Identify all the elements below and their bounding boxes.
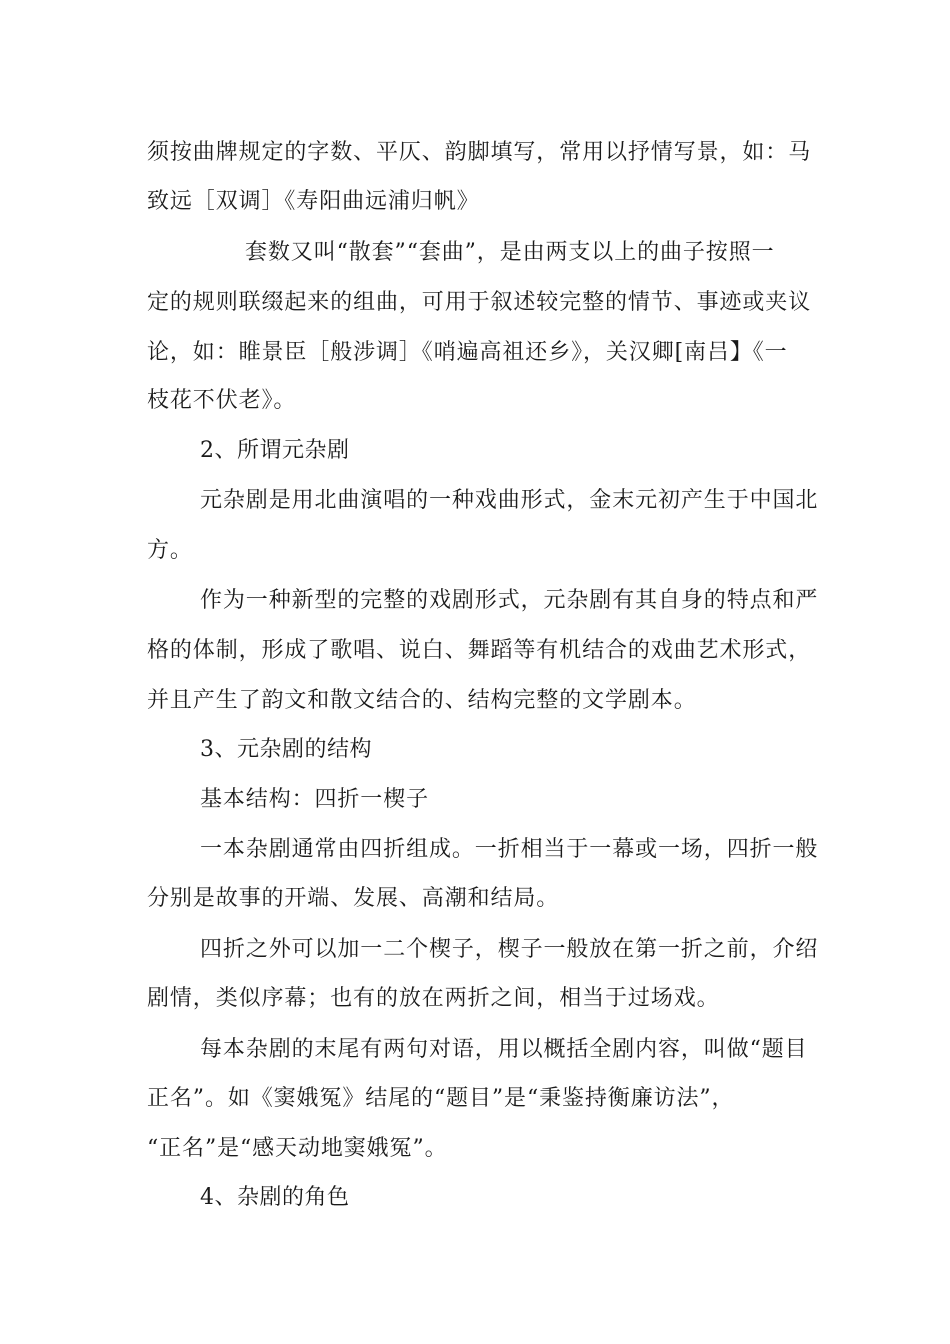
paragraph-line: 作为一种新型的完整的戏剧形式，元杂剧有其自身的特点和严 bbox=[200, 588, 819, 613]
paragraph-line: 四折之外可以加一二个楔子，楔子一般放在第一折之前，介绍 bbox=[200, 937, 819, 962]
section-heading: 2、所谓元杂剧 bbox=[200, 438, 350, 463]
paragraph-line: 正名”。如《窦娥冤》结尾的“题目”是“秉鉴持衡廉访法”， bbox=[147, 1086, 735, 1111]
paragraph-line: 每本杂剧的末尾有两句对语，用以概括全剧内容，叫做“题目 bbox=[200, 1037, 808, 1062]
paragraph-line: 基本结构：四折一楔子 bbox=[200, 787, 430, 812]
paragraph-line: 并且产生了韵文和散文结合的、结构完整的文学剧本。 bbox=[147, 688, 697, 713]
paragraph-line: 方。 bbox=[147, 538, 193, 563]
paragraph-line: 格的体制，形成了歌唱、说白、舞蹈等有机结合的戏曲艺术形式， bbox=[147, 638, 812, 663]
paragraph-line: “正名”是“感天动地窦娥冤”。 bbox=[147, 1136, 448, 1161]
paragraph-line: 枝花不伏老》。 bbox=[147, 388, 297, 413]
paragraph-line: 套数又叫“散套”“套曲”，是由两支以上的曲子按照一 bbox=[245, 240, 775, 265]
paragraph-line: 须按曲牌规定的字数、平仄、韵脚填写，常用以抒情写景，如：马 bbox=[147, 140, 812, 165]
paragraph-line: 定的规则联缀起来的组曲，可用于叙述较完整的情节、事迹或夹议 bbox=[147, 290, 812, 315]
section-heading: 4、杂剧的角色 bbox=[200, 1185, 350, 1210]
paragraph-line: 一本杂剧通常由四折组成。一折相当于一幕或一场，四折一般 bbox=[200, 837, 819, 862]
paragraph-line: 致远［双调］《寿阳曲远浦归帆》 bbox=[147, 189, 480, 214]
section-heading: 3、元杂剧的结构 bbox=[200, 737, 372, 762]
paragraph-line: 元杂剧是用北曲演唱的一种戏曲形式，金末元初产生于中国北 bbox=[200, 488, 819, 513]
paragraph-line: 分别是故事的开端、发展、高潮和结局。 bbox=[147, 886, 560, 911]
paragraph-line: 剧情，类似序幕；也有的放在两折之间，相当于过场戏。 bbox=[147, 986, 720, 1011]
paragraph-line: 论，如：睢景臣［般涉调］《哨遍高祖还乡》，关汉卿[南吕】《一 bbox=[147, 340, 788, 365]
